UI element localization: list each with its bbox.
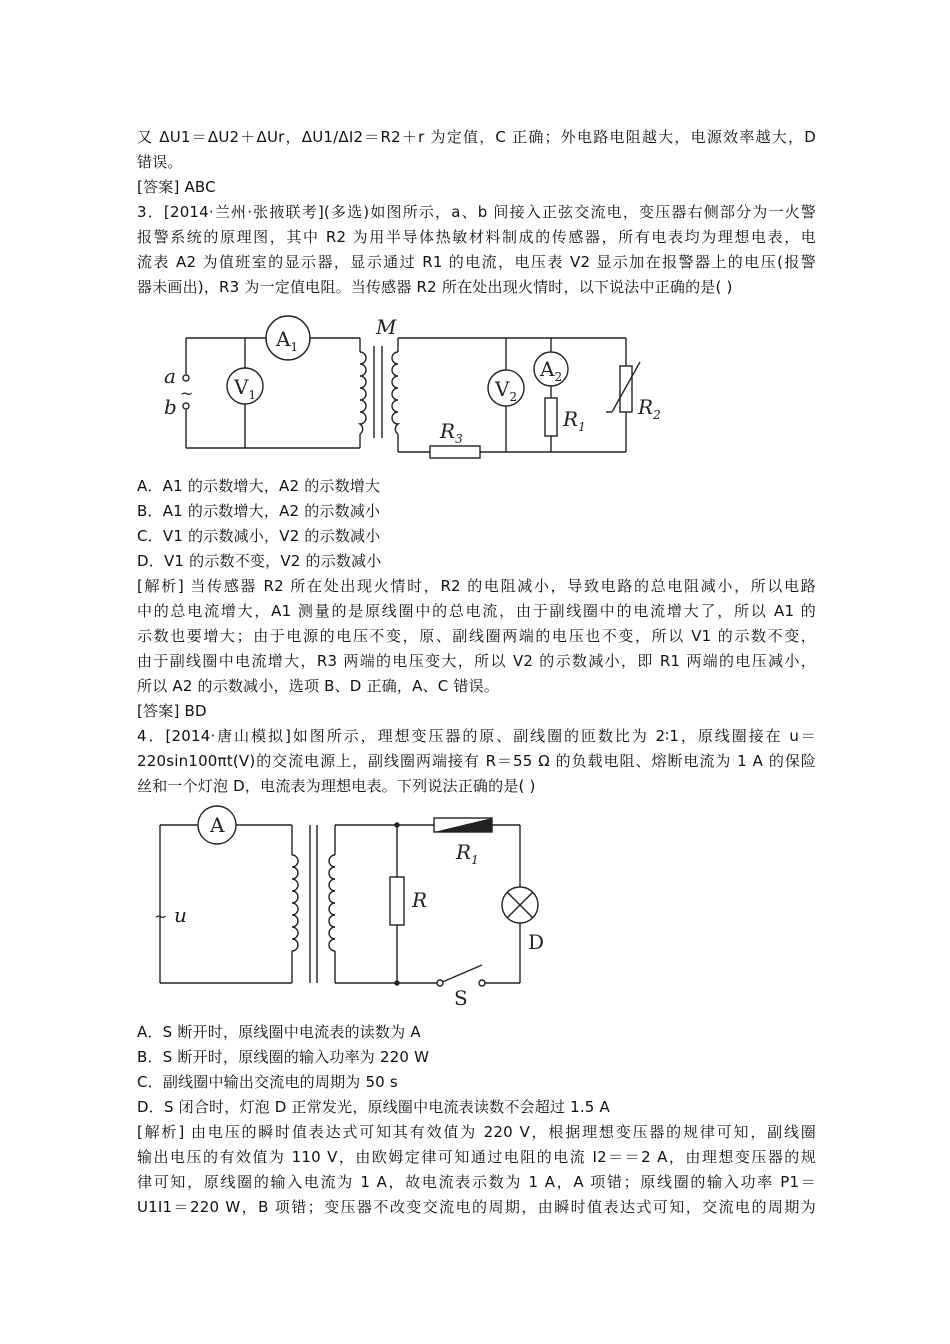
option-line: D．V1 的示数不变，V2 的示数减小 (137, 552, 382, 570)
option-line: C．副线圈中输出交流电的周期为 50 s (137, 1073, 398, 1091)
analysis-line: 由于副线圈中电流增大，R3 两端的电压变大，所以 V2 的示数减小，即 R1 两端的电压减小， (137, 652, 816, 670)
option-line: B．A1 的示数增大，A2 的示数减小 (137, 502, 381, 520)
voltmeter-v1-label: $V_1$ (234, 375, 257, 402)
ammeter-a2-label: $A_2$ (540, 357, 563, 384)
resistor-r-label: R (412, 888, 428, 912)
circuit-diagram-q3 (150, 310, 690, 470)
ac-symbol: ~ (180, 384, 194, 403)
question-stem-line: 流表 A2 为值班室的显示器，显示通过 R1 的电流，电压表 V2 显示加在报警器上的电压(报警 (137, 253, 816, 271)
option-line: A．S 断开时，原线圈中电流表的读数为 A (137, 1023, 421, 1041)
transformer-label: M (376, 315, 397, 339)
option-line: B．S 断开时，原线圈的输入功率为 220 W (137, 1048, 430, 1066)
question-stem-line: 3．[2014·兰州·张掖联考](多选)如图所示，a、b 间接入正弦交流电，变压器右侧部分为一火警 (137, 203, 816, 221)
source-u-label: u (174, 903, 187, 927)
ac-symbol: ~ (154, 907, 168, 926)
analysis-line: 输出电压的有效值为 110 V，由欧姆定律可知通过电阻的电流 I2＝＝2 A，由理想变压器的规 (137, 1148, 816, 1166)
ammeter-label: A (210, 813, 225, 837)
option-line: A．A1 的示数增大，A2 的示数增大 (137, 477, 381, 495)
analysis-line: 示数也要增大；由于电源的电压不变，原、副线圈两端的电压也不变，所以 V1 的示数不变， (137, 627, 816, 645)
question-stem-line: 220sin100πt(V)的交流电源上，副线圈两端接有 R＝55 Ω 的负载电阻、熔断电流为 1 A 的保险 (137, 752, 816, 770)
text-line: 又 ΔU1＝ΔU2＋ΔUr，ΔU1/ΔI2＝R2＋r 为定值，C 正确；外电路电阻越大，电源效率越大，D (137, 128, 816, 146)
fuse-r1-label: $R_1$ (456, 840, 479, 867)
terminal-b-label: b (164, 395, 177, 419)
question-stem-line: 4．[2014·唐山模拟]如图所示，理想变压器的原、副线圈的匝数比为 2∶1，原线圈接在 u＝ (137, 727, 816, 745)
question-stem-line: 报警系统的原理图，其中 R2 为用半导体热敏材料制成的传感器，所有电表均为理想电表，电 (137, 228, 816, 246)
analysis-line: 律可知，原线圈的输入电流为 1 A，故电流表示数为 1 A，A 项错；原线圈的输入功率 P1＝ (137, 1173, 816, 1191)
circuit-diagram-q4 (150, 805, 570, 1015)
analysis-line: 所以 A2 的示数减小，选项 B、D 正确，A、C 错误。 (137, 677, 500, 695)
option-line: D．S 闭合时，灯泡 D 正常发光，原线圈中电流表读数不会超过 1.5 A (137, 1098, 610, 1116)
resistor-r1-label: $R_1$ (563, 407, 586, 434)
resistor-r3-label: $R_3$ (440, 419, 463, 446)
voltmeter-v2-label: $V_2$ (495, 377, 518, 404)
answer-line: [答案] BD (137, 702, 207, 720)
option-line: C．V1 的示数减小，V2 的示数减小 (137, 527, 381, 545)
terminal-a-label: a (164, 364, 176, 388)
switch-s-label: S (454, 986, 468, 1010)
question-stem-line: 器未画出)，R3 为一定值电阻。当传感器 R2 所在处出现火情时，以下说法中正确的是( ) (137, 278, 733, 296)
analysis-line: [解析] 当传感器 R2 所在处出现火情时，R2 的电阻减小，导致电路的总电阻减小，所以电路 (137, 577, 816, 595)
analysis-line: [解析] 由电压的瞬时值表达式可知其有效值为 220 V，根据理想变压器的规律可知，副线圈 (137, 1123, 816, 1141)
question-stem-line: 丝和一个灯泡 D，电流表为理想电表。下列说法正确的是( ) (137, 777, 536, 795)
analysis-line: 中的总电流增大，A1 测量的是原线圈中的总电流，由于副线圈中的电流增大了，所以 A1 的 (137, 602, 816, 620)
analysis-line: U1I1＝220 W，B 项错；变压器不改变交流电的周期，由瞬时值表达式可知，交流电的周期为 (137, 1198, 816, 1216)
ammeter-a1-label: $A_1$ (276, 327, 299, 354)
sensor-r2-label: $R_2$ (638, 395, 661, 422)
lamp-d-label: D (528, 930, 545, 954)
text-line: 错误。 (137, 153, 183, 171)
answer-line: [答案] ABC (137, 178, 216, 196)
